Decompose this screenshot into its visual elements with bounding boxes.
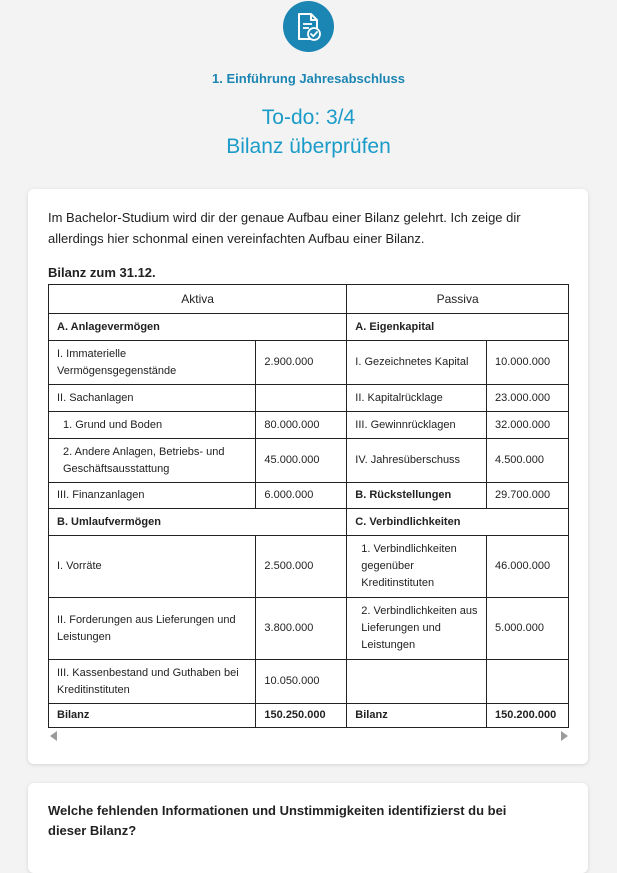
cell-label: III. Finanzanlagen xyxy=(49,483,256,509)
total-row xyxy=(49,704,569,728)
balance-sheet-table xyxy=(48,284,569,728)
horizontal-scrollbar[interactable] xyxy=(50,731,568,741)
table-row xyxy=(49,341,569,385)
section-left: A. Anlagevermögen xyxy=(49,314,347,341)
header-passiva: Passiva xyxy=(347,285,569,314)
cell-value: 3.800.000 xyxy=(256,598,347,660)
cell-value: 45.000.000 xyxy=(256,439,347,483)
cell-value xyxy=(256,385,347,412)
cell-label: B. Rückstellungen xyxy=(347,483,487,509)
table-caption: Bilanz zum 31.12. xyxy=(48,265,156,280)
cell-value: 2.900.000 xyxy=(256,341,347,385)
cell-value: 32.000.000 xyxy=(487,412,569,439)
section-right: A. Eigenkapital xyxy=(347,314,569,341)
cell-label: 2. Andere Anlagen, Betriebs- und Geschäftsausstattung xyxy=(49,439,256,483)
section-row xyxy=(49,509,569,536)
cell-label: I. Gezeichnetes Kapital xyxy=(347,341,487,385)
total-label-left: Bilanz xyxy=(49,704,256,728)
total-value-right: 150.200.000 xyxy=(487,704,569,728)
cell-label xyxy=(347,660,487,704)
cell-value: 29.700.000 xyxy=(487,483,569,509)
section-left: B. Umlaufvermögen xyxy=(49,509,347,536)
total-value-left: 150.250.000 xyxy=(256,704,347,728)
cell-label: I. Immaterielle Vermögensgegenstände xyxy=(49,341,256,385)
cell-label: I. Vorräte xyxy=(49,536,256,598)
cell-value xyxy=(487,660,569,704)
cell-label: II. Sachanlagen xyxy=(49,385,256,412)
table-row xyxy=(49,483,569,509)
cell-label: 2. Verbindlichkeiten aus Lieferungen und Leistungen xyxy=(347,598,487,660)
cell-label: IV. Jahresüberschuss xyxy=(347,439,487,483)
cell-value: 6.000.000 xyxy=(256,483,347,509)
table-row xyxy=(49,412,569,439)
cell-value: 10.050.000 xyxy=(256,660,347,704)
cell-value: 80.000.000 xyxy=(256,412,347,439)
table-row xyxy=(49,598,569,660)
cell-value: 46.000.000 xyxy=(487,536,569,598)
section-row xyxy=(49,314,569,341)
content-card xyxy=(28,189,588,764)
scroll-left-arrow-icon[interactable] xyxy=(50,731,57,741)
cell-value: 10.000.000 xyxy=(487,341,569,385)
intro-text: Im Bachelor-Studium wird dir der genaue Aufbau einer Bilanz gelehrt. Ich zeige dir allerdings hier schonmal einen vereinfachten Aufbau einer Bilanz. xyxy=(48,210,521,246)
question-card xyxy=(28,783,588,873)
cell-label: III. Kassenbestand und Guthaben bei Kreditinstituten xyxy=(49,660,256,704)
document-check-icon xyxy=(283,1,334,52)
cell-value: 4.500.000 xyxy=(487,439,569,483)
cell-label: II. Forderungen aus Lieferungen und Leistungen xyxy=(49,598,256,660)
cell-value: 23.000.000 xyxy=(487,385,569,412)
table-row xyxy=(49,536,569,598)
table-row xyxy=(49,660,569,704)
total-label-right: Bilanz xyxy=(347,704,487,728)
cell-label: III. Gewinnrücklagen xyxy=(347,412,487,439)
table-row xyxy=(49,439,569,483)
section-right: C. Verbindlichkeiten xyxy=(347,509,569,536)
table-header-row xyxy=(49,285,569,314)
cell-label: 1. Grund und Boden xyxy=(49,412,256,439)
todo-title: Bilanz überprüfen xyxy=(226,135,391,158)
cell-label: 1. Verbindlichkeiten gegenüber Kreditinstituten xyxy=(347,536,487,598)
cell-label: II. Kapitalrücklage xyxy=(347,385,487,412)
question-text: Welche fehlenden Informationen und Unstimmigkeiten identifizierst du bei dieser Bilanz? xyxy=(48,803,507,838)
cell-value: 5.000.000 xyxy=(487,598,569,660)
module-title: 1. Einführung Jahresabschluss xyxy=(212,71,405,86)
scroll-right-arrow-icon[interactable] xyxy=(561,731,568,741)
page-title xyxy=(0,103,617,161)
cell-value: 2.500.000 xyxy=(256,536,347,598)
table-row xyxy=(49,385,569,412)
todo-counter: To-do: 3/4 xyxy=(261,106,356,129)
header-aktiva: Aktiva xyxy=(49,285,347,314)
